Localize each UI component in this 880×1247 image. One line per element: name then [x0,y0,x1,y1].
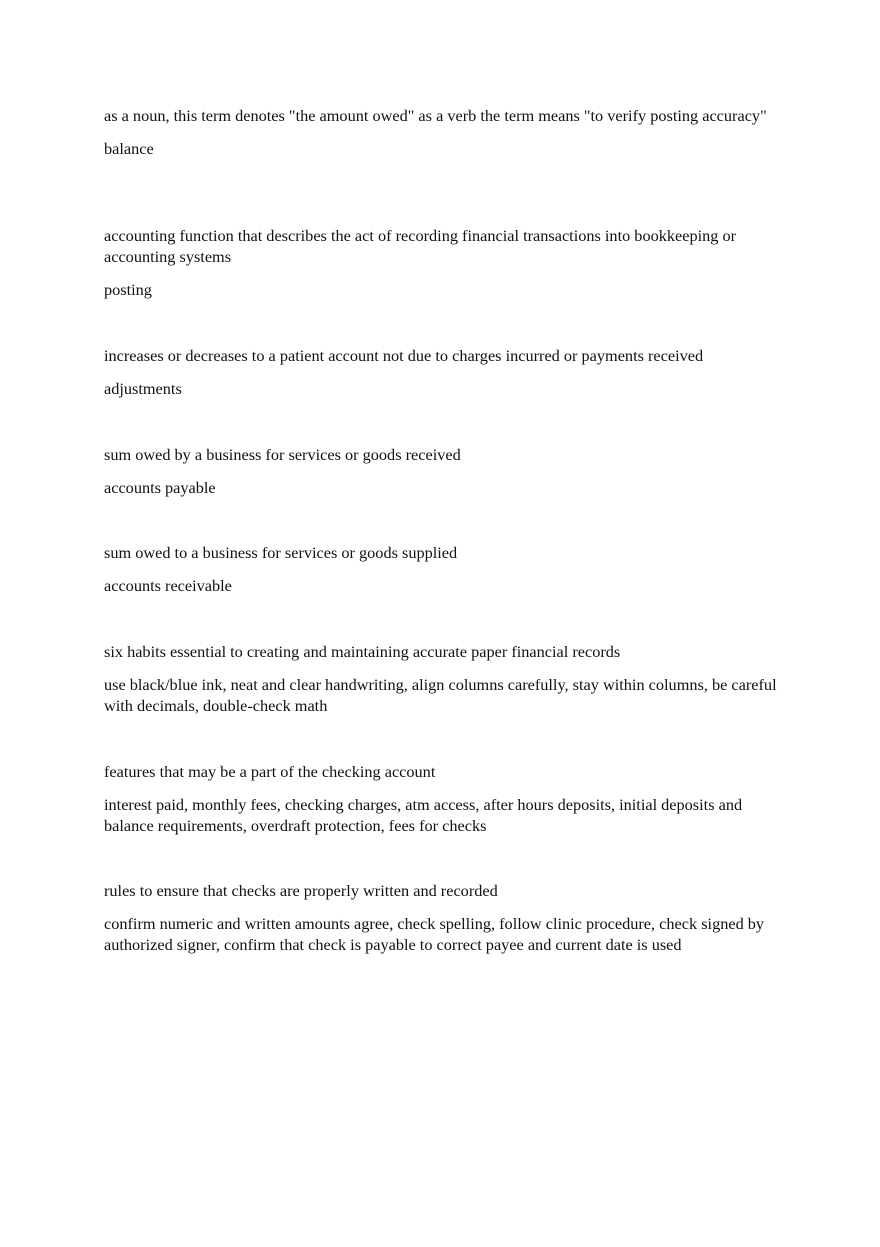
card-answer: accounts payable [104,478,216,497]
flashcard-document [104,105,794,955]
card-question: accounting function that describes the act of recording financial transactions into bookkeeping or accounting systems [104,226,737,266]
flashcard-six-habits [104,641,794,761]
card-answer: balance [104,139,154,158]
flashcard-adjustments [104,345,794,444]
card-question: sum owed to a business for services or goods supplied [104,543,458,562]
card-answer: posting [104,280,152,299]
card-question: increases or decreases to a patient account not due to charges incurred or payments received [104,346,704,365]
card-answer: interest paid, monthly fees, checking charges, atm access, after hours deposits, initial deposits and balance requirements, overdraft protection, fees for checks [104,795,743,835]
flashcard-accounts-receivable [104,542,794,641]
card-question: sum owed by a business for services or goods received [104,445,461,464]
card-question: as a noun, this term denotes "the amount owed" as a verb the term means "to verify posting accuracy" [104,106,767,125]
flashcard-balance [104,105,794,225]
card-question: six habits essential to creating and maintaining accurate paper financial records [104,642,621,661]
card-question: features that may be a part of the checking account [104,762,436,781]
flashcard-posting [104,225,794,345]
card-answer: use black/blue ink, neat and clear handwriting, align columns carefully, stay within columns, be careful with decimals, double-check math [104,675,777,715]
flashcard-checking-features [104,761,794,880]
card-answer: adjustments [104,379,182,398]
card-answer: confirm numeric and written amounts agree, check spelling, follow clinic procedure, check signed by authorized signer, confirm that check is payable to correct payee and current date is used [104,914,765,954]
card-question: rules to ensure that checks are properly written and recorded [104,881,498,900]
flashcard-accounts-payable [104,444,794,542]
card-answer: accounts receivable [104,576,232,595]
flashcard-check-rules [104,880,794,955]
